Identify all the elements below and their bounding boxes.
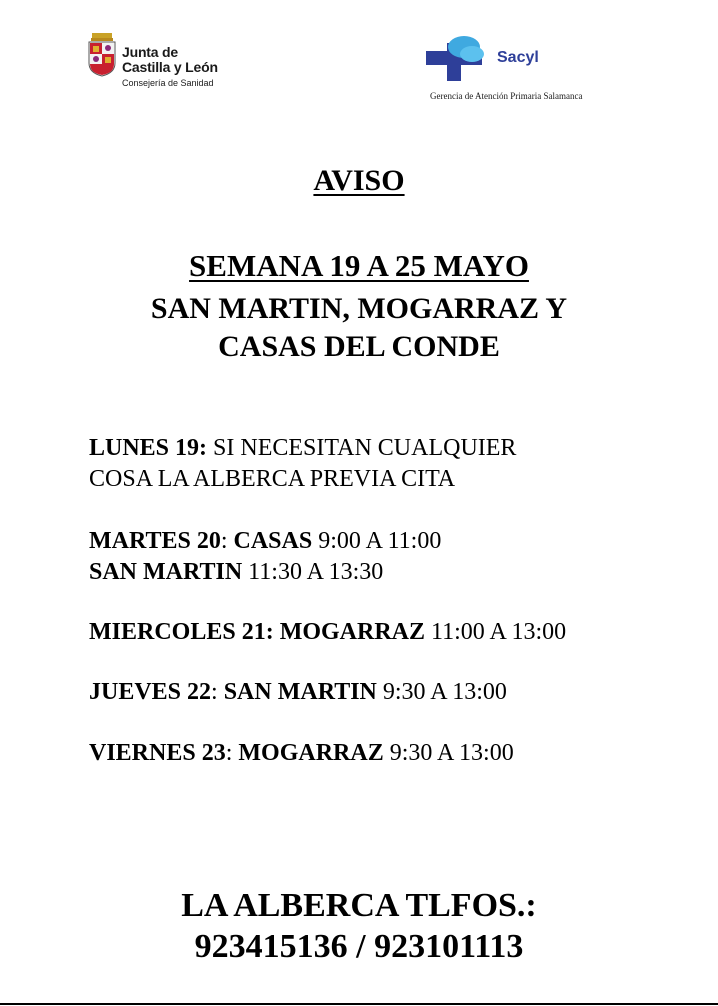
monday-text1: SI NECESITAN CUALQUIER xyxy=(207,435,517,461)
friday-day: VIERNES 23 xyxy=(89,740,226,766)
contact-line1: LA ALBERCA TLFOS.: xyxy=(181,887,537,924)
notice-title-text: AVISO xyxy=(313,164,405,197)
monday-text2: COSA LA ALBERCA PREVIA CITA xyxy=(89,466,456,492)
notice-title xyxy=(0,164,718,198)
sacyl-cross-icon xyxy=(426,35,492,81)
coat-of-arms-icon xyxy=(86,33,118,77)
jcyl-name-line1: Junta de xyxy=(122,44,178,60)
schedule-wednesday xyxy=(89,617,566,648)
jcyl-text xyxy=(122,45,218,89)
friday-time: 9:30 A 13:00 xyxy=(383,740,514,766)
sacyl-subtitle: Gerencia de Atención Primaria Salamanca xyxy=(430,91,583,101)
thursday-time: 9:30 A 13:00 xyxy=(376,679,507,705)
friday-place: MOGARRAZ xyxy=(238,740,384,766)
jcyl-logo xyxy=(86,33,246,93)
schedule-monday xyxy=(89,433,516,495)
monday-day: LUNES 19: xyxy=(89,435,208,461)
schedule-tuesday xyxy=(89,526,441,588)
towns-heading xyxy=(0,290,718,366)
bottom-rule xyxy=(0,1003,718,1005)
friday-sep: : xyxy=(225,740,239,766)
jcyl-name-line2: Castilla y León xyxy=(122,59,218,75)
schedule-friday xyxy=(89,738,514,769)
wednesday-time: 11:00 A 13:00 xyxy=(425,619,567,645)
week-heading xyxy=(0,248,718,284)
schedule-thursday xyxy=(89,677,507,708)
contact-phones: 923415136 / 923101113 xyxy=(194,928,524,965)
wednesday-day: MIERCOLES 21: xyxy=(89,619,274,645)
thursday-sep: : xyxy=(211,679,224,705)
towns-line2: CASAS DEL CONDE xyxy=(218,330,500,363)
tuesday-place2: SAN MARTIN xyxy=(89,559,243,585)
towns-line1: SAN MARTIN, MOGARRAZ Y xyxy=(150,292,568,325)
week-heading-text: SEMANA 19 A 25 MAYO xyxy=(189,248,529,283)
jcyl-department: Consejería de Sanidad xyxy=(122,78,214,88)
tuesday-sep: : xyxy=(220,528,234,554)
tuesday-time2: 11:30 A 13:30 xyxy=(242,559,384,585)
tuesday-place1: CASAS xyxy=(233,528,313,554)
sacyl-logo xyxy=(424,33,614,103)
contact-footer xyxy=(0,885,718,967)
thursday-day: JUEVES 22 xyxy=(89,679,212,705)
sacyl-wordmark: Sacyl xyxy=(497,49,539,66)
tuesday-day: MARTES 20 xyxy=(89,528,221,554)
tuesday-time1: 9:00 A 11:00 xyxy=(312,528,442,554)
wednesday-place: MOGARRAZ xyxy=(273,619,426,645)
thursday-place: SAN MARTIN xyxy=(223,679,377,705)
